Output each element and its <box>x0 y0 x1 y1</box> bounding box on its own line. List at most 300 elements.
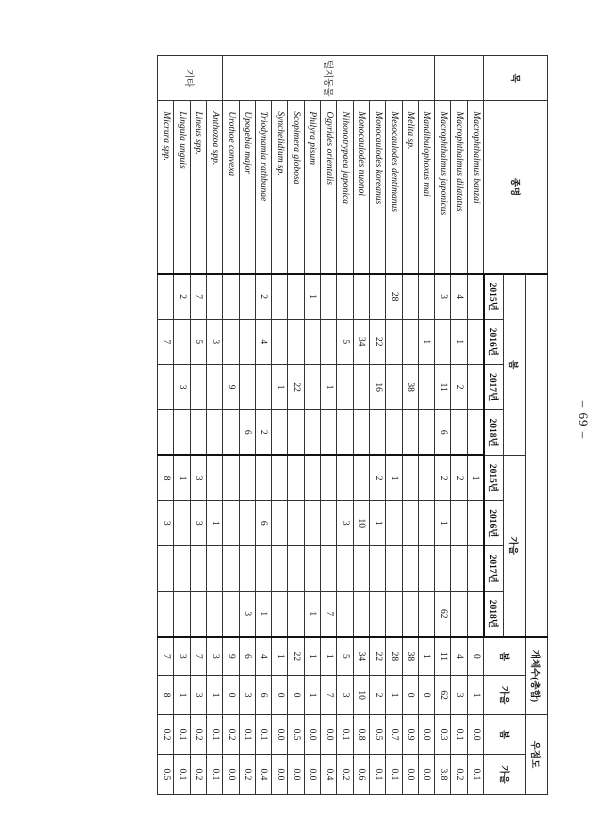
species-name: Melita sp. <box>402 101 418 274</box>
total-count-cell: 3 <box>337 676 353 715</box>
autumn-count-cell <box>206 455 222 500</box>
autumn-count-cell <box>190 546 206 591</box>
autumn-count-cell <box>402 501 418 546</box>
autumn-count-cell: 62 <box>435 591 451 636</box>
spring-count-cell <box>369 274 385 319</box>
autumn-count-cell <box>369 591 385 636</box>
spring-count-cell <box>337 274 353 319</box>
autumn-count-cell <box>158 591 174 636</box>
spring-count-cell <box>386 319 402 364</box>
table-row <box>418 56 434 795</box>
autumn-count-cell <box>288 501 304 546</box>
autumn-count-cell <box>418 501 434 546</box>
autumn-count-cell <box>239 455 255 500</box>
spring-count-cell: 3 <box>206 319 222 364</box>
spring-count-cell: 4 <box>255 319 271 364</box>
table-row <box>158 56 174 795</box>
spring-count-cell <box>337 364 353 409</box>
year-header: 2017년 <box>484 364 504 409</box>
spring-count-cell <box>272 274 288 319</box>
autumn-count-cell <box>386 501 402 546</box>
spring-count-cell: 16 <box>369 364 385 409</box>
spring-count-cell: 5 <box>190 319 206 364</box>
autumn-count-cell <box>321 455 337 500</box>
dominance-cell: 0.1 <box>386 754 402 794</box>
total-count-cell: 2 <box>369 676 385 715</box>
spring-count-cell: 22 <box>369 319 385 364</box>
spring-count-cell <box>353 364 369 409</box>
spring-count-cell: 9 <box>223 364 239 409</box>
year-header: 2018년 <box>484 410 504 455</box>
spring-count-cell <box>435 319 451 364</box>
dominance-cell: 0.1 <box>369 754 385 794</box>
total-count-cell: 1 <box>272 637 288 676</box>
dominance-cell: 0.0 <box>467 715 484 755</box>
spring-count-cell <box>467 410 484 455</box>
autumn-count-cell <box>304 546 320 591</box>
dominance-cell: 3.8 <box>435 754 451 794</box>
autumn-count-cell <box>451 546 467 591</box>
spring-count-cell <box>288 319 304 364</box>
dominance-cell: 0.0 <box>304 715 320 755</box>
table-row <box>239 56 255 795</box>
total-autumn-header: 가을 <box>484 676 526 715</box>
autumn-count-cell <box>223 501 239 546</box>
total-count-cell: 7 <box>158 637 174 676</box>
autumn-count-cell: 1 <box>174 455 190 500</box>
spring-count-cell <box>337 410 353 455</box>
autumn-count-cell <box>337 546 353 591</box>
species-name: Anthozoa spp. <box>206 101 222 274</box>
total-count-cell: 0 <box>288 676 304 715</box>
spring-count-cell <box>190 364 206 409</box>
autumn-count-cell <box>255 455 271 500</box>
spring-count-cell <box>223 410 239 455</box>
autumn-count-cell <box>272 591 288 636</box>
year-header: 2017년 <box>484 546 504 591</box>
spring-count-cell <box>288 274 304 319</box>
spring-count-cell <box>402 410 418 455</box>
spring-count-cell <box>467 319 484 364</box>
autumn-count-cell <box>369 546 385 591</box>
autumn-count-cell <box>451 591 467 636</box>
autumn-count-cell <box>288 546 304 591</box>
dominance-cell: 0.0 <box>418 715 434 755</box>
spring-count-cell: 1 <box>304 274 320 319</box>
spring-count-cell: 11 <box>435 364 451 409</box>
autumn-count-cell <box>451 501 467 546</box>
year-header: 2015년 <box>484 274 504 319</box>
total-count-cell: 3 <box>190 676 206 715</box>
dominance-cell: 0.2 <box>190 754 206 794</box>
dominance-cell: 0.2 <box>223 715 239 755</box>
autumn-count-cell <box>418 455 434 500</box>
dominance-cell: 0.2 <box>158 715 174 755</box>
autumn-count-cell <box>223 455 239 500</box>
table-row <box>435 56 451 795</box>
autumn-count-cell <box>174 591 190 636</box>
autumn-count-cell <box>337 591 353 636</box>
spring-count-cell <box>239 274 255 319</box>
species-name: Philyra pisum <box>304 101 320 274</box>
spring-count-cell: 3 <box>174 364 190 409</box>
table-row <box>255 56 271 795</box>
total-spring-header: 봄 <box>484 637 526 676</box>
year-header: 2016년 <box>484 319 504 364</box>
spring-count-cell <box>272 319 288 364</box>
dominance-cell: 0.1 <box>451 715 467 755</box>
dominance-cell: 0.1 <box>174 754 190 794</box>
year-header: 2016년 <box>484 501 504 546</box>
total-count-cell: 34 <box>353 637 369 676</box>
table-row <box>402 56 418 795</box>
spring-count-cell <box>353 410 369 455</box>
dominance-cell: 0.0 <box>223 754 239 794</box>
spring-count-cell: 1 <box>272 364 288 409</box>
table-row <box>451 56 467 795</box>
total-count-cell: 4 <box>451 637 467 676</box>
total-count-cell: 22 <box>288 637 304 676</box>
spring-count-cell: 2 <box>174 274 190 319</box>
spring-count-cell: 2 <box>255 410 271 455</box>
dominance-cell: 0.0 <box>402 754 418 794</box>
species-name: Mandibulophoxus mai <box>418 101 434 274</box>
dominance-cell: 0.9 <box>402 715 418 755</box>
autumn-count-cell <box>239 546 255 591</box>
total-count-cell: 4 <box>255 637 271 676</box>
autumn-count-cell <box>386 546 402 591</box>
spring-count-cell <box>158 274 174 319</box>
table-row <box>288 56 304 795</box>
spring-count-cell <box>174 319 190 364</box>
spring-count-cell: 1 <box>321 364 337 409</box>
spring-count-cell <box>223 319 239 364</box>
table-row <box>321 56 337 795</box>
dominance-cell: 0.1 <box>337 715 353 755</box>
table-row <box>174 56 190 795</box>
dominance-cell: 0.7 <box>386 715 402 755</box>
autumn-count-cell: 2 <box>451 455 467 500</box>
autumn-count-cell <box>190 591 206 636</box>
total-count-cell: 62 <box>435 676 451 715</box>
autumn-count-cell <box>402 455 418 500</box>
autumn-count-cell <box>304 455 320 500</box>
species-name: Ogyrides orientalis <box>321 101 337 274</box>
group-label <box>435 56 484 101</box>
total-count-cell: 1 <box>174 676 190 715</box>
species-name: Synchelidium sp. <box>272 101 288 274</box>
dominance-cell: 0.0 <box>272 715 288 755</box>
spring-count-cell <box>206 410 222 455</box>
autumn-count-cell <box>353 455 369 500</box>
spring-count-cell <box>386 364 402 409</box>
autumn-count-cell: 10 <box>353 501 369 546</box>
autumn-count-cell <box>321 546 337 591</box>
total-count-cell: 5 <box>337 637 353 676</box>
spring-count-cell: 38 <box>402 364 418 409</box>
table-row <box>304 56 320 795</box>
autumn-count-cell: 1 <box>304 591 320 636</box>
total-count-cell: 3 <box>239 676 255 715</box>
autumn-count-cell <box>418 546 434 591</box>
dom-spring-header: 봄 <box>484 715 526 755</box>
spring-count-cell: 3 <box>435 274 451 319</box>
species-name: Mesocaulodes dentimanus <box>386 101 402 274</box>
autumn-count-cell: 8 <box>158 455 174 500</box>
autumn-count-cell <box>206 546 222 591</box>
autumn-count-cell <box>435 546 451 591</box>
dominance-cell: 0.0 <box>288 754 304 794</box>
total-count-cell: 3 <box>451 676 467 715</box>
total-count-cell: 22 <box>369 637 385 676</box>
autumn-count-cell <box>288 591 304 636</box>
page-number: – 69 – <box>576 400 591 440</box>
autumn-count-cell: 1 <box>467 455 484 500</box>
total-count-cell: 3 <box>174 637 190 676</box>
autumn-count-cell <box>353 591 369 636</box>
spring-count-cell <box>467 364 484 409</box>
autumn-count-cell <box>174 501 190 546</box>
dominance-cell: 0.1 <box>467 754 484 794</box>
total-count-cell: 1 <box>304 676 320 715</box>
spring-count-cell <box>321 410 337 455</box>
autumn-count-cell: 3 <box>190 501 206 546</box>
total-count-cell: 11 <box>435 637 451 676</box>
species-name: Macrophthalmus dilatatus <box>451 101 467 274</box>
count-total-header: 개체수(총합) <box>526 637 548 715</box>
autumn-count-cell <box>386 591 402 636</box>
autumn-count-cell <box>223 546 239 591</box>
autumn-count-cell <box>223 591 239 636</box>
spring-count-cell <box>190 410 206 455</box>
total-count-cell: 0 <box>467 637 484 676</box>
spring-count-cell <box>402 274 418 319</box>
autumn-count-cell <box>288 455 304 500</box>
autumn-count-cell: 2 <box>369 455 385 500</box>
table-row <box>369 56 385 795</box>
autumn-count-cell <box>304 501 320 546</box>
dominance-cell: 0.1 <box>239 715 255 755</box>
group-label: 기타 <box>158 56 223 101</box>
spring-count-cell: 5 <box>337 319 353 364</box>
dominance-cell: 0.5 <box>158 754 174 794</box>
spring-count-cell <box>369 410 385 455</box>
table-row <box>190 56 206 795</box>
autumn-count-cell <box>239 501 255 546</box>
species-name: Lingula unguis <box>174 101 190 274</box>
species-name: Upogebia major <box>239 101 255 274</box>
dominance-cell: 0.1 <box>255 715 271 755</box>
table-row <box>223 56 239 795</box>
species-name: Micrura spp. <box>158 101 174 274</box>
species-abundance-table <box>157 55 548 795</box>
total-count-cell: 1 <box>304 637 320 676</box>
species-name: Triodynamia rathbunae <box>255 101 271 274</box>
dominance-cell: 0.5 <box>369 715 385 755</box>
total-count-cell: 0 <box>418 676 434 715</box>
autumn-count-cell <box>337 455 353 500</box>
spring-count-cell <box>402 319 418 364</box>
spring-count-cell <box>223 274 239 319</box>
total-count-cell: 28 <box>386 637 402 676</box>
total-count-cell: 9 <box>223 637 239 676</box>
spring-count-cell: 34 <box>353 319 369 364</box>
table-row <box>272 56 288 795</box>
dominance-cell: 0.2 <box>337 754 353 794</box>
autumn-count-cell <box>206 591 222 636</box>
spring-count-cell <box>386 410 402 455</box>
spring-count-cell <box>239 364 255 409</box>
spring-count-cell <box>158 410 174 455</box>
dominance-cell: 0.3 <box>435 715 451 755</box>
total-count-cell: 6 <box>255 676 271 715</box>
autumn-count-cell: 2 <box>435 455 451 500</box>
autumn-count-cell <box>467 546 484 591</box>
autumn-count-cell: 1 <box>369 501 385 546</box>
autumn-count-cell <box>321 501 337 546</box>
spring-header: 봄 <box>504 274 526 456</box>
spring-count-cell <box>272 410 288 455</box>
autumn-count-cell <box>255 546 271 591</box>
table-row <box>206 56 222 795</box>
species-name: Nihonotrypaea japonica <box>337 101 353 274</box>
table-row <box>337 56 353 795</box>
dominance-cell: 0.0 <box>321 715 337 755</box>
spring-count-cell <box>467 274 484 319</box>
species-name: Monocaulodes koreanus <box>369 101 385 274</box>
dominance-cell: 0.1 <box>206 715 222 755</box>
total-count-cell: 3 <box>206 637 222 676</box>
dominance-cell: 0.1 <box>174 715 190 755</box>
spring-count-cell <box>255 364 271 409</box>
autumn-count-cell <box>467 591 484 636</box>
spring-count-cell <box>418 410 434 455</box>
species-name: Scopimera globosa <box>288 101 304 274</box>
spring-count-cell: 2 <box>255 274 271 319</box>
total-count-cell: 0 <box>272 676 288 715</box>
spring-count-cell <box>304 319 320 364</box>
spring-count-cell <box>158 364 174 409</box>
species-name: Urothoe convexa <box>223 101 239 274</box>
dominance-cell: 0.4 <box>321 754 337 794</box>
spring-count-cell: 6 <box>435 410 451 455</box>
autumn-count-cell: 1 <box>435 501 451 546</box>
total-count-cell: 1 <box>321 637 337 676</box>
spring-count-cell: 22 <box>288 364 304 409</box>
autumn-count-cell: 7 <box>321 591 337 636</box>
spring-count-cell <box>304 364 320 409</box>
autumn-count-cell <box>272 455 288 500</box>
autumn-count-cell <box>402 591 418 636</box>
autumn-count-cell <box>353 546 369 591</box>
total-count-cell: 8 <box>158 676 174 715</box>
spring-count-cell: 2 <box>451 364 467 409</box>
spring-count-cell: 6 <box>239 410 255 455</box>
autumn-count-cell: 1 <box>255 591 271 636</box>
species-name: Macrophthalmus japonicus <box>435 101 451 274</box>
species-name: Monocaulodes nuonoi <box>353 101 369 274</box>
spring-count-cell: 1 <box>418 319 434 364</box>
table-row <box>386 56 402 795</box>
spring-count-cell <box>418 274 434 319</box>
spring-count-cell: 7 <box>158 319 174 364</box>
season-header-placeholder <box>526 274 548 637</box>
spring-count-cell <box>321 319 337 364</box>
total-count-cell: 0 <box>402 676 418 715</box>
spring-count-cell <box>239 319 255 364</box>
total-count-cell: 1 <box>386 676 402 715</box>
species-column-header: 종명 <box>484 101 548 274</box>
autumn-count-cell: 3 <box>158 501 174 546</box>
autumn-count-cell <box>174 546 190 591</box>
autumn-count-cell: 3 <box>337 501 353 546</box>
spring-count-cell <box>451 410 467 455</box>
table-row <box>467 56 484 795</box>
spring-count-cell <box>353 274 369 319</box>
species-name: Macrophthalmus banzai <box>467 101 484 274</box>
spring-count-cell <box>321 274 337 319</box>
spring-count-cell <box>174 410 190 455</box>
table-body <box>158 56 484 795</box>
dominance-cell: 0.0 <box>418 754 434 794</box>
total-count-cell: 1 <box>467 676 484 715</box>
spring-count-cell <box>206 274 222 319</box>
total-count-cell: 1 <box>418 637 434 676</box>
dominance-cell: 0.8 <box>353 715 369 755</box>
dominance-cell: 0.0 <box>304 754 320 794</box>
autumn-count-cell: 3 <box>239 591 255 636</box>
dominance-cell: 0.0 <box>272 754 288 794</box>
group-label: 털지동물 <box>223 56 435 101</box>
spring-count-cell: 7 <box>190 274 206 319</box>
spring-count-cell: 1 <box>451 319 467 364</box>
dominance-cell: 0.5 <box>288 715 304 755</box>
autumn-count-cell <box>467 501 484 546</box>
table-row <box>353 56 369 795</box>
autumn-count-cell <box>402 546 418 591</box>
dominance-cell: 0.2 <box>190 715 206 755</box>
dominance-cell: 0.6 <box>353 754 369 794</box>
dominance-header: 우점도 <box>526 715 548 795</box>
spring-count-cell: 28 <box>386 274 402 319</box>
dominance-cell: 0.2 <box>239 754 255 794</box>
year-header: 2015년 <box>484 455 504 500</box>
autumn-count-cell: 1 <box>386 455 402 500</box>
autumn-header: 가을 <box>504 455 526 637</box>
total-count-cell: 1 <box>206 676 222 715</box>
total-count-cell: 7 <box>321 676 337 715</box>
header-row-1 <box>526 56 548 795</box>
spring-count-cell: 4 <box>451 274 467 319</box>
total-count-cell: 6 <box>239 637 255 676</box>
spring-count-cell <box>288 410 304 455</box>
autumn-count-cell: 6 <box>255 501 271 546</box>
autumn-count-cell <box>272 501 288 546</box>
year-header: 2018년 <box>484 591 504 636</box>
spring-count-cell <box>304 410 320 455</box>
total-count-cell: 10 <box>353 676 369 715</box>
dom-autumn-header: 가을 <box>484 754 526 794</box>
autumn-count-cell <box>158 546 174 591</box>
autumn-count-cell: 3 <box>190 455 206 500</box>
total-count-cell: 0 <box>223 676 239 715</box>
dominance-cell: 0.4 <box>255 754 271 794</box>
autumn-count-cell: 1 <box>206 501 222 546</box>
spring-count-cell <box>206 364 222 409</box>
autumn-count-cell <box>272 546 288 591</box>
dominance-cell: 0.1 <box>206 754 222 794</box>
autumn-count-cell <box>418 591 434 636</box>
